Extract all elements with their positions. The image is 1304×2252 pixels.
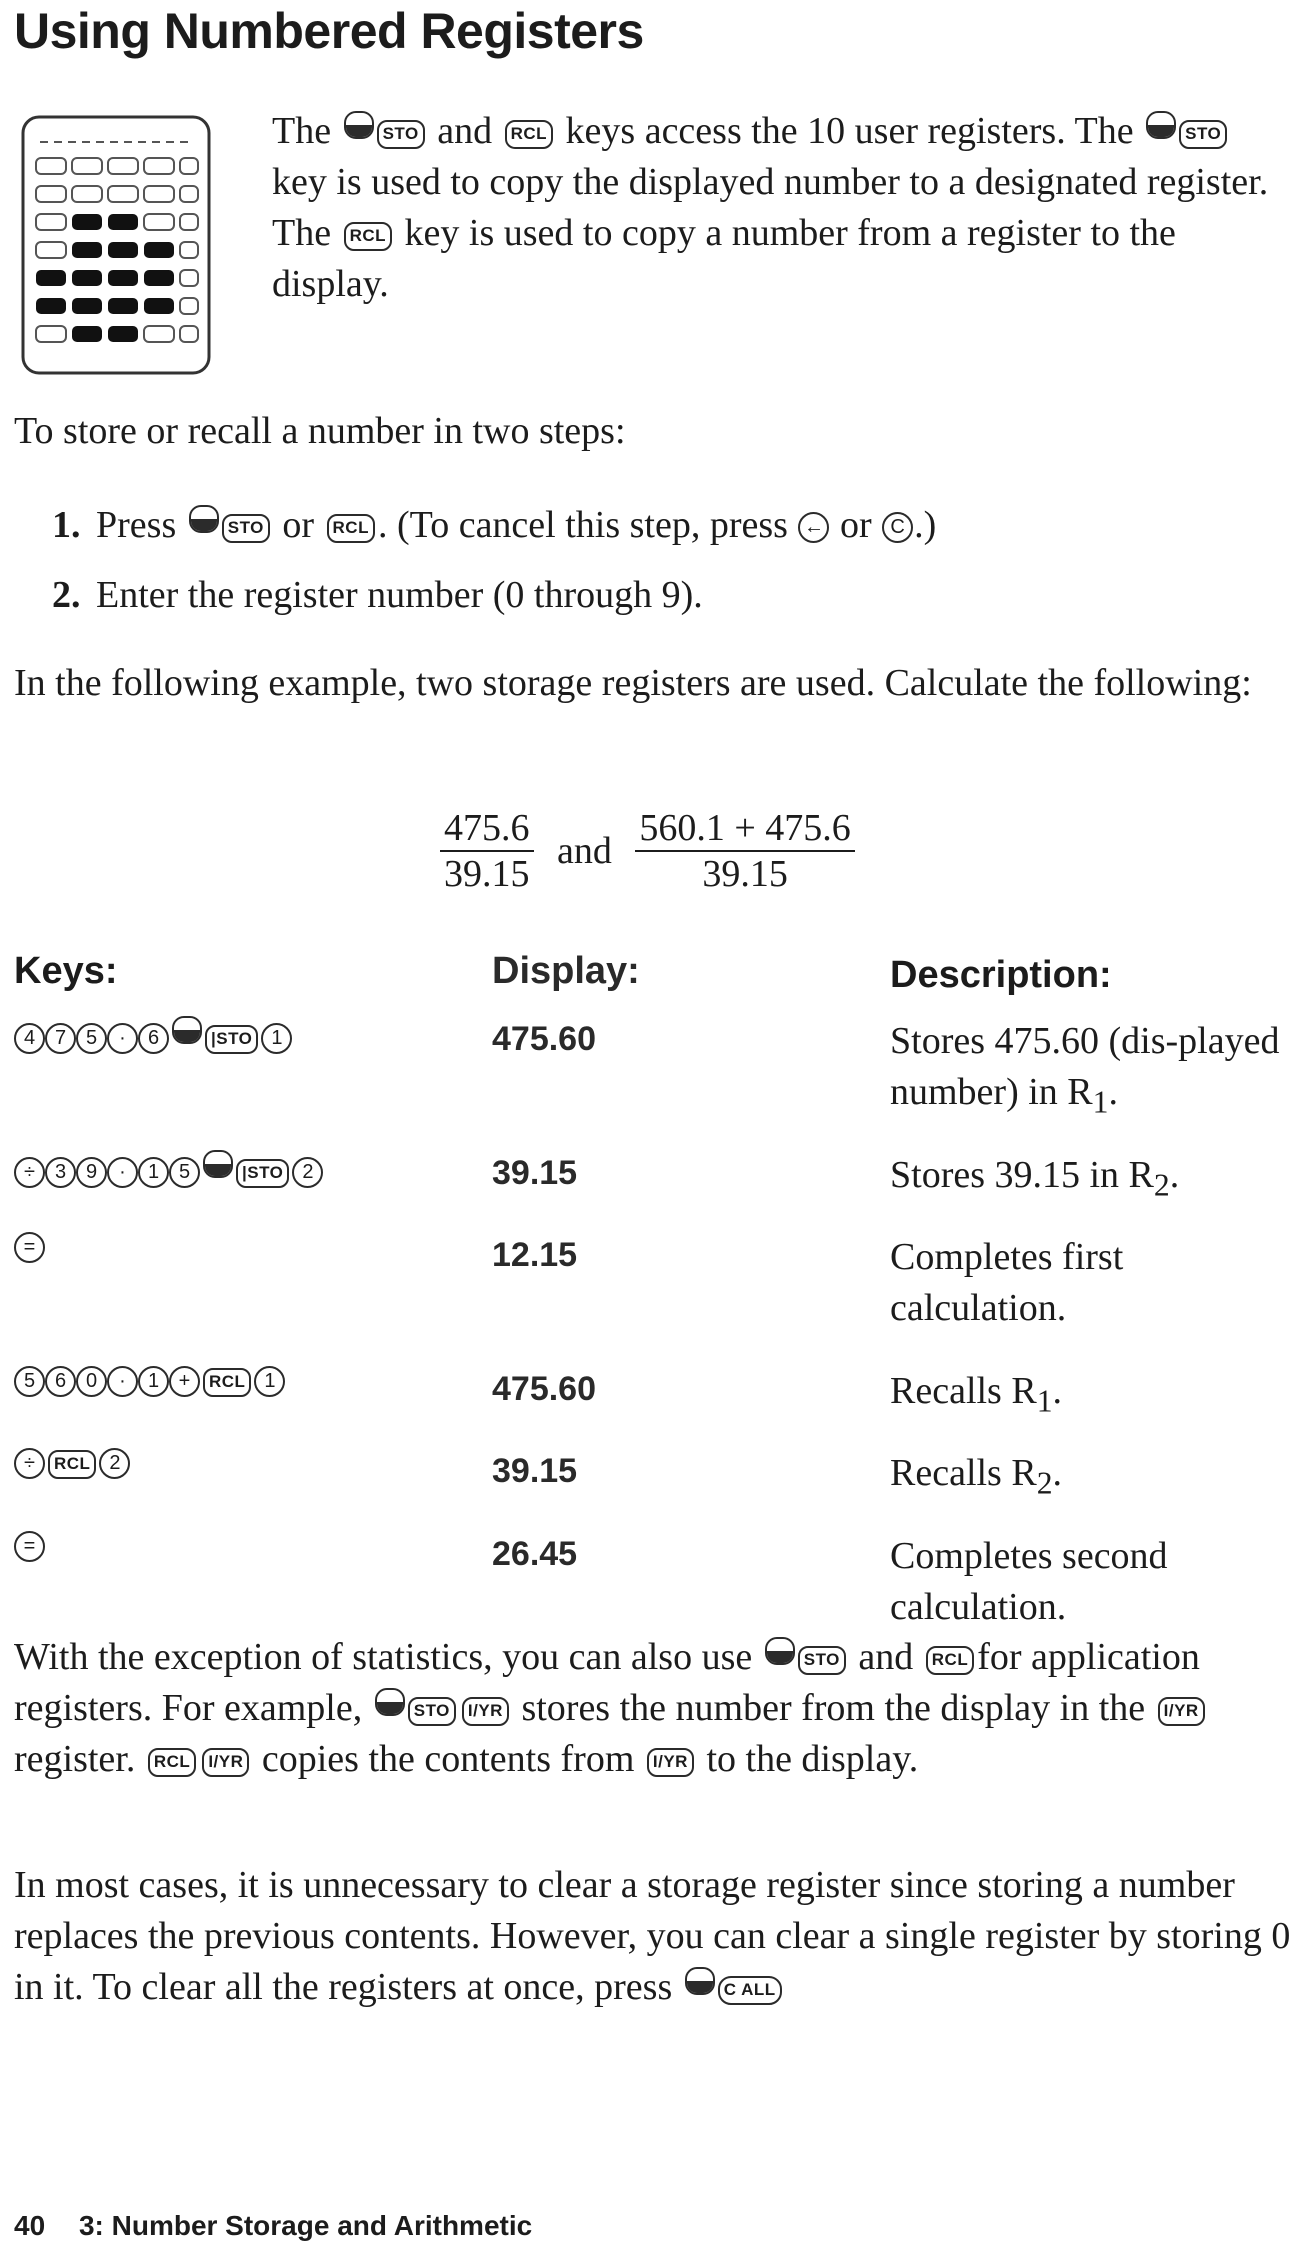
sto-key: STO [377, 120, 425, 149]
rcl-key: RCL [344, 222, 392, 251]
key-circle: ÷ [14, 1157, 45, 1188]
key-sto: |STO [205, 1025, 258, 1054]
key-sequence [14, 1150, 492, 1233]
description: Recalls $R_2$. [890, 1452, 1063, 1501]
key-circle: 1 [261, 1023, 292, 1054]
key-circle: + [169, 1366, 200, 1397]
calculator-keyboard-icon [20, 114, 212, 376]
display-value: 39.15 [492, 1452, 578, 1491]
steps-intro: To store or recall a number in two steps: [14, 410, 626, 452]
key-circle: 5 [169, 1157, 200, 1188]
key-circle: 1 [138, 1157, 169, 1188]
key-circle: · [107, 1023, 138, 1054]
fraction-1: $\frac{475.6}{39.15}$ [440, 806, 534, 896]
clear-all-key: C ALL [718, 1976, 782, 2005]
key-circle: ÷ [14, 1448, 45, 1479]
key-circle: 5 [76, 1023, 107, 1054]
key-circle: 9 [76, 1157, 107, 1188]
iyr-key: I/YR [202, 1748, 249, 1777]
key-rcl: RCL [48, 1450, 96, 1479]
display-value: 26.45 [492, 1534, 578, 1573]
key-sequence [14, 1448, 492, 1531]
key-circle: 5 [14, 1366, 45, 1397]
key-circle: 1 [254, 1366, 285, 1397]
clear-registers-paragraph: In most cases, it is unnecessary to clear a storage register since storing a number replaces the previous contents. However, you can clear a single register by storing 0 in it. To clear all the registers at once, press C ALL [14, 1864, 1291, 2008]
key-circle: 4 [14, 1023, 45, 1054]
sto-key: STO [222, 514, 270, 543]
key-circle: 0 [76, 1366, 107, 1397]
table-row [14, 1150, 1290, 1233]
shift-key-icon [375, 1688, 405, 1716]
rcl-key: RCL [327, 514, 375, 543]
display-value: 39.15 [492, 1153, 578, 1192]
key-sequence [14, 1366, 492, 1449]
description: Stores 475.60 (dis-played number) in $R_1$. [890, 1020, 1280, 1120]
backspace-key: ← [798, 512, 829, 543]
page-number: 40 [14, 2210, 46, 2241]
description: Completes second calculation. [890, 1534, 1168, 1628]
header-description: Description: [890, 954, 1112, 996]
key-circle: = [14, 1531, 45, 1562]
iyr-key: I/YR [1158, 1697, 1205, 1726]
page-title: Using Numbered Registers [14, 3, 644, 59]
key-sequence [14, 1016, 492, 1150]
rcl-key: RCL [148, 1748, 196, 1777]
description: Stores 39.15 in $R_2$. [890, 1153, 1180, 1203]
formula: $\frac{475.6}{39.15}$ and $\frac{560.1 + 475.6}{39.15}$ [440, 806, 855, 896]
key-circle: 6 [45, 1366, 76, 1397]
sto-key: STO [408, 1697, 456, 1726]
key-circle: 3 [45, 1157, 76, 1188]
rcl-key: RCL [926, 1646, 974, 1675]
key-circle: 7 [45, 1023, 76, 1054]
clear-key: C [882, 512, 913, 543]
step-2: 2. Enter the register number (0 through 9). [52, 574, 703, 616]
sto-key: STO [1179, 120, 1227, 149]
shift-key-icon [765, 1637, 795, 1665]
description: Completes first calculation. [890, 1236, 1124, 1330]
key-sequence [14, 1232, 492, 1366]
shift-key-icon [685, 1967, 715, 1995]
key-circle: 2 [99, 1448, 130, 1479]
display-value: 475.60 [492, 1369, 596, 1408]
intro-paragraph: The STO and RCL keys access the 10 user registers. The STO key is used to copy the displayed number to a designated register. The RCL key is used to copy a number from a register to the display. [272, 110, 1269, 305]
example-intro: In the following example, two storage registers are used. Calculate the following: [14, 662, 1252, 704]
key-sto: |STO [236, 1159, 289, 1188]
chapter-title: 3: Number Storage and Arithmetic [78, 2210, 533, 2241]
example-table [14, 950, 1290, 1665]
key-circle: · [107, 1157, 138, 1188]
shift-key-icon [344, 111, 374, 139]
key-circle: 2 [292, 1157, 323, 1188]
header-display: Display: [492, 950, 640, 992]
key-rcl: RCL [203, 1368, 251, 1397]
shift-key-icon [172, 1016, 202, 1044]
description: Recalls $R_1$. [890, 1369, 1063, 1419]
display-value: 12.15 [492, 1236, 578, 1275]
fraction-2: $\frac{560.1 + 475.6}{39.15}$ [635, 806, 854, 896]
step-1: 1. Press STO or RCL . (To cancel this step, press ← or C .) [52, 504, 937, 546]
shift-key-icon [203, 1150, 233, 1178]
page-footer [14, 2210, 532, 2242]
table-row [14, 1016, 1290, 1150]
application-registers-paragraph: With the exception of statistics, you can also use STO and RCL for application registers. For example, STO I/YR stores the number from the display in the I/YR register. RCL I/YR copies the contents from I/YR to the display. [14, 1632, 1294, 1785]
key-circle: 6 [138, 1023, 169, 1054]
shift-key-icon [1146, 111, 1176, 139]
iyr-key: I/YR [647, 1748, 694, 1777]
key-circle: = [14, 1232, 45, 1263]
rcl-key: RCL [505, 120, 553, 149]
display-value: 475.60 [492, 1020, 596, 1058]
iyr-key: I/YR [462, 1697, 509, 1726]
key-circle: 1 [138, 1366, 169, 1397]
table-row [14, 1366, 1290, 1449]
table-row [14, 1448, 1290, 1531]
table-row [14, 1232, 1290, 1366]
steps-list [52, 500, 936, 640]
sto-key: STO [798, 1646, 846, 1675]
shift-key-icon [189, 505, 219, 533]
key-circle: · [107, 1366, 138, 1397]
header-keys: Keys: [14, 950, 118, 992]
